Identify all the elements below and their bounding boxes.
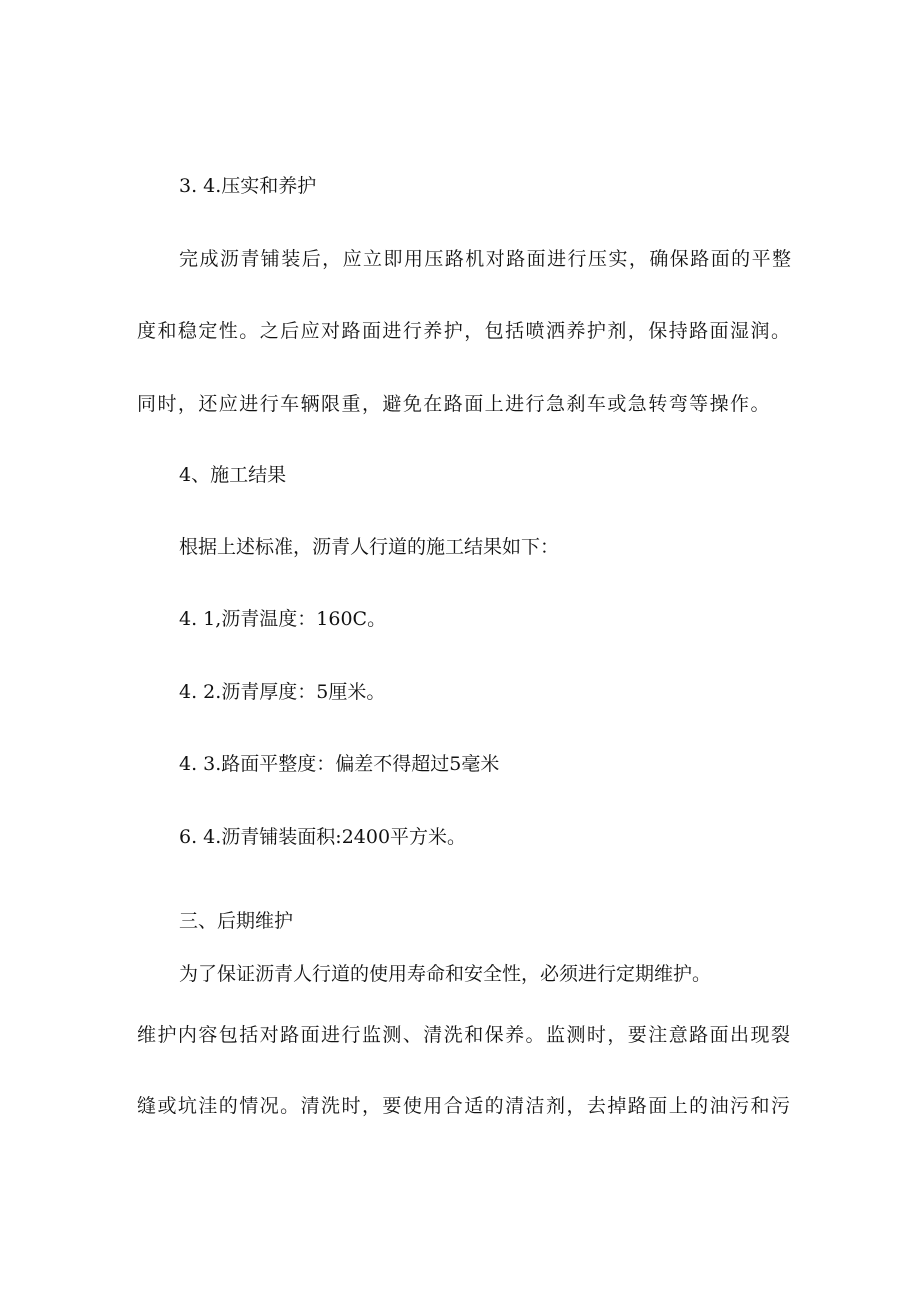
paragraph-line: 为了保证沥青人行道的使用寿命和安全性，必须进行定期维护。 [179, 963, 712, 985]
result-item: 6. 4.沥青铺装面积:2400平方米。 [179, 826, 467, 848]
result-item: 4. 3.路面平整度：偏差不得超过5毫米 [179, 753, 500, 775]
section-heading-maintenance: 三、后期维护 [179, 910, 294, 932]
intro-line: 根据上述标准，沥青人行道的施工结果如下： [179, 536, 560, 558]
paragraph-line: 同时，还应进行车辆限重，避免在路面上进行急刹车或急转弯等操作。 [137, 393, 771, 415]
section-heading-4: 4、施工结果 [179, 464, 287, 486]
paragraph-line: 维护内容包括对路面进行监测、清洗和保养。监测时，要注意路面出现裂 [137, 1024, 792, 1046]
paragraph-line: 度和稳定性。之后应对路面进行养护，包括喷洒养护剂，保持路面湿润。 [137, 320, 792, 342]
result-item: 4. 1,沥青温度：160C。 [179, 608, 387, 630]
section-heading-3-4: 3. 4.压实和养护 [179, 175, 317, 197]
paragraph-line: 完成沥青铺装后，应立即用压路机对路面进行压实，确保路面的平整 [179, 248, 793, 270]
result-item: 4. 2.沥青厚度：5厘米。 [179, 681, 386, 703]
paragraph-line: 缝或坑洼的情况。清洗时，要使用合适的清洁剂，去掉路面上的油污和污 [137, 1095, 792, 1117]
